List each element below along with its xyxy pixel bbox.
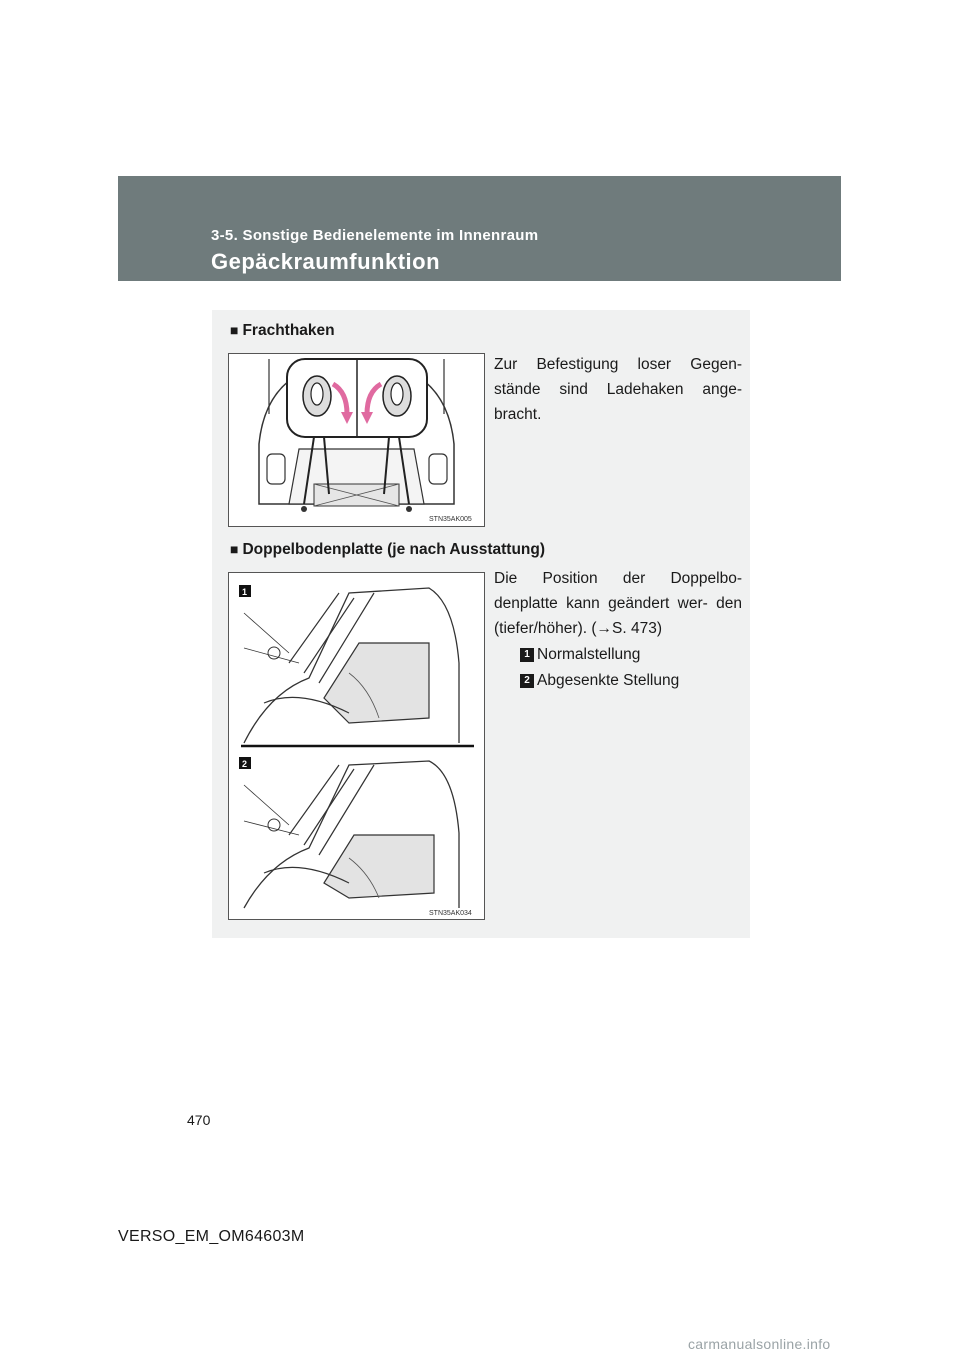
square-bullet-icon: ■	[230, 322, 239, 338]
figure-code-2: STN35AK034	[429, 910, 472, 917]
legend-label-1: Normalstellung	[537, 646, 641, 663]
svg-text:2: 2	[242, 759, 248, 769]
page-title: Gepäckraumfunktion	[211, 249, 441, 274]
frachthaken-description: Zur Befestigung loser Gegen- stände sind Ladehaken ange- bracht.	[494, 356, 742, 423]
legend-item-2	[520, 672, 679, 690]
legend-item-1	[520, 646, 640, 664]
figure-code-1: STN35AK005	[429, 516, 472, 523]
page-number: 470	[187, 1112, 211, 1128]
content-box	[212, 310, 750, 938]
cargo-hooks-figure	[228, 353, 485, 527]
legend-label-2: Abgesenkte Stellung	[537, 672, 680, 689]
doppelboden-heading-text: Doppelbodenplatte (je nach Ausstattung)	[242, 541, 546, 558]
doppelboden-description: Die Position der Doppelbo- denplatte kann geändert wer- den (tiefer/höher). (→S. 473)	[494, 570, 742, 637]
document-code: VERSO_EM_OM64603M	[118, 1228, 305, 1245]
watermark: carmanualsonline.info	[688, 1336, 831, 1352]
frachthaken-heading	[230, 322, 335, 340]
number-badge-2: 2	[520, 674, 534, 688]
frachthaken-heading-text: Frachthaken	[242, 322, 335, 339]
double-floor-illustration	[229, 573, 484, 919]
doppelboden-heading	[230, 541, 545, 559]
svg-text:1: 1	[242, 587, 248, 597]
number-badge-1: 1	[520, 648, 534, 662]
cargo-hooks-illustration	[229, 354, 484, 526]
double-floor-figure	[228, 572, 485, 920]
square-bullet-icon: ■	[230, 541, 239, 557]
header-band	[118, 176, 841, 281]
section-label: 3-5. Sonstige Bedienelemente im Innenraum	[211, 227, 539, 244]
